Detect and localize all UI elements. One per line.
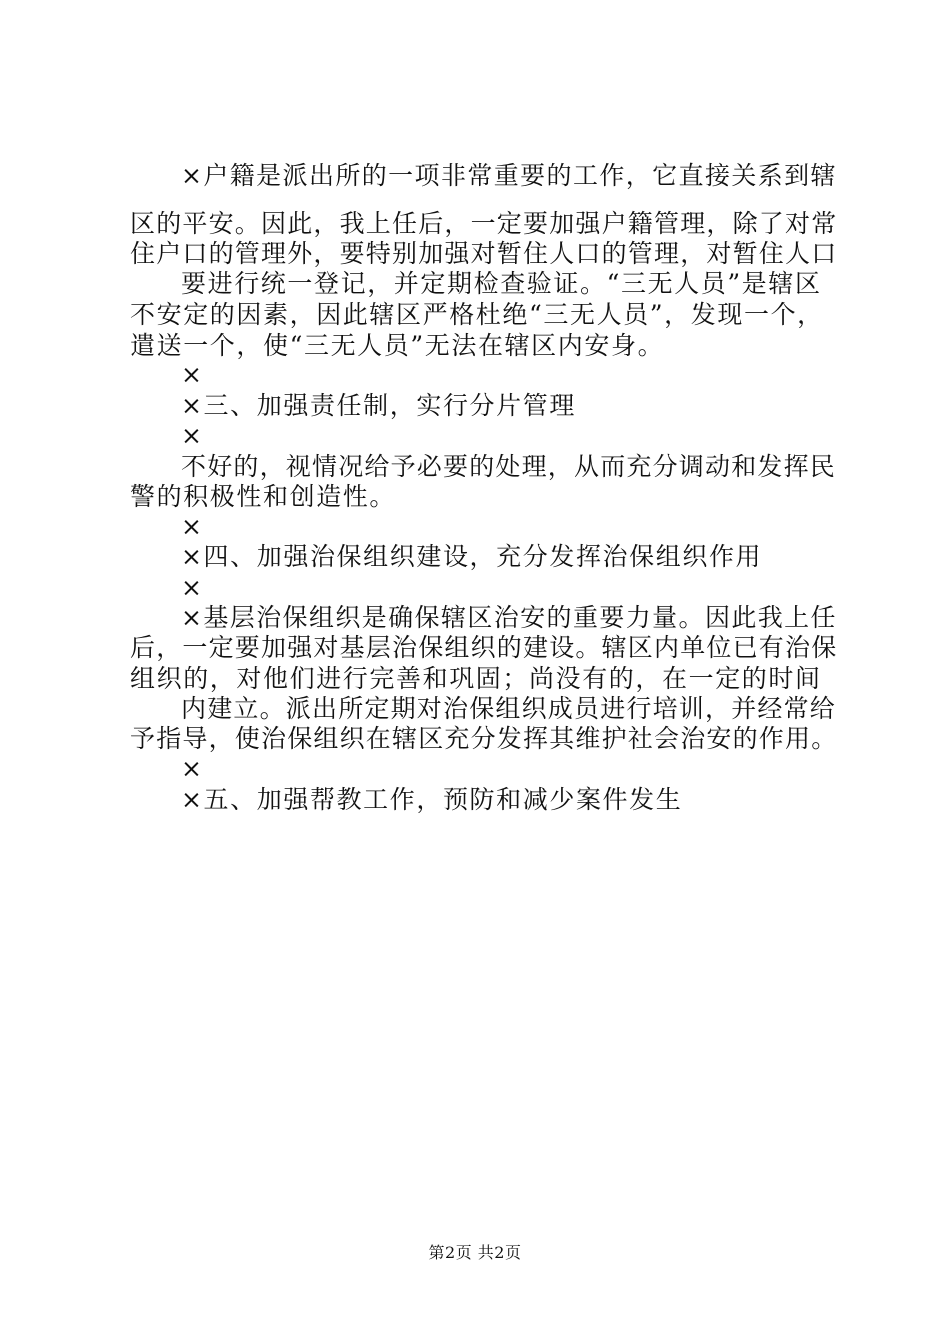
text-line: × [181,421,204,450]
section-heading: ×三、加强责任制，实行分片管理 [181,391,576,420]
text-line: 要进行统一登记，并定期检查验证。“三无人员”是辖区 [181,269,822,298]
text-line: 内建立。派出所定期对治保组织成员进行培训，并经常给 [181,694,837,723]
text-line: 后，一定要加强对基层治保组织的建设。辖区内单位已有治保 [130,633,838,662]
section-heading: ×五、加强帮教工作，预防和减少案件发生 [181,785,683,814]
text-line: ×户籍是派出所的一项非常重要的工作，它直接关系到辖 [181,161,837,190]
text-line: × [181,512,204,541]
text-line: 住户口的管理外，要特别加强对暂住人口的管理，对暂住人口 [130,239,838,268]
text-line: 遣送一个，使“三无人员”无法在辖区内安身。 [130,331,665,360]
text-line: × [181,360,204,389]
text-line: 予指导，使治保组织在辖区充分发挥其维护社会治安的作用。 [130,724,838,753]
page-number-footer: 第2页 共2页 [428,1243,522,1262]
text-line: 区的平安。因此，我上任后，一定要加强户籍管理，除了对常 [130,209,838,238]
text-line: 组织的，对他们进行完善和巩固；尚没有的，在一定的时间 [130,664,822,693]
text-line: 警的积极性和创造性。 [130,482,397,511]
text-line: ×基层治保组织是确保辖区治安的重要力量。因此我上任 [181,603,837,632]
text-line: 不好的，视情况给予必要的处理，从而充分调动和发挥民 [181,452,837,481]
text-line: 不安定的因素，因此辖区严格杜绝“三无人员”，发现一个， [130,300,824,329]
text-line: × [181,573,204,602]
text-line: × [181,754,204,783]
section-heading: ×四、加强治保组织建设，充分发挥治保组织作用 [181,542,763,571]
